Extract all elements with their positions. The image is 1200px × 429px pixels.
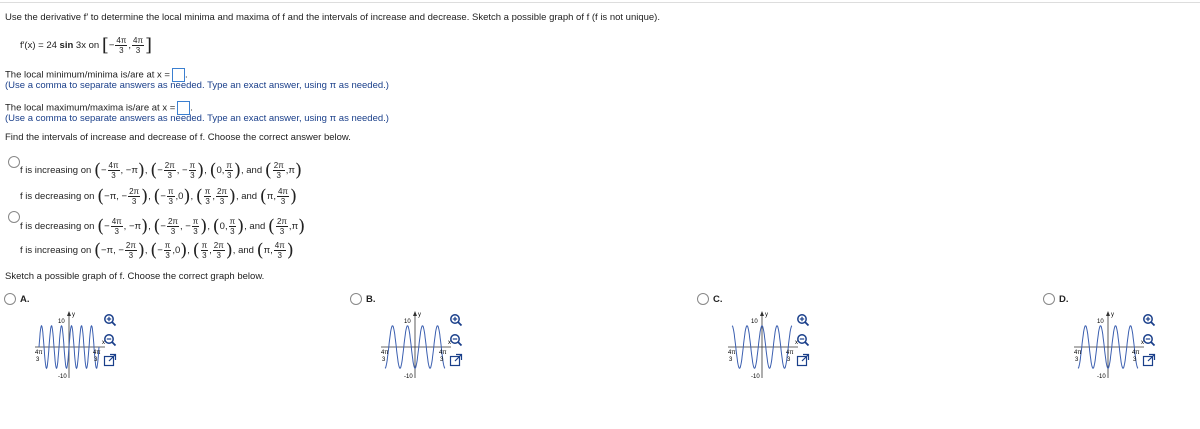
x-tick-right-den: 3 — [787, 357, 791, 363]
x-tick-left: 4π — [728, 350, 736, 356]
local-max-hint: (Use a comma to separate answers as needed. Type an exact answer, using π as needed.) — [5, 113, 389, 124]
graph-option-label: A. — [20, 294, 30, 305]
graph-option-label: B. — [366, 294, 376, 305]
y-tick-bottom: -10 — [404, 374, 413, 380]
x-axis-label: x — [102, 340, 105, 346]
interval-right: $\frac{4\pi}{3}$ — [133, 36, 143, 55]
interval-option-1-radio[interactable] — [8, 156, 20, 168]
open-graph-icon[interactable] — [103, 353, 117, 367]
open-graph-icon[interactable] — [449, 353, 463, 367]
top-divider — [0, 2, 1200, 3]
x-tick-left: 4π — [381, 350, 389, 356]
open-graph-icon[interactable] — [796, 353, 810, 367]
graph-option-d-radio[interactable] — [1043, 293, 1055, 305]
option1-line1: f is increasing on (− $\frac{4\pi}{3}$ , −π), (− $\frac{2\pi}{3}$ , − $\frac{\pi}{3}$ ), (0, $\frac{\pi}{3}$ ), and ( $\frac{2\pi}{3}$ ,π) — [20, 160, 302, 181]
graph-option-label: C. — [713, 294, 723, 305]
x-axis-label: x — [448, 340, 451, 346]
graph-prompt: Sketch a possible graph of f. Choose the correct graph below. — [5, 271, 265, 282]
local-min-prompt: The local minimum/minima is/are at x = — [5, 69, 170, 81]
x-axis-label: x — [1141, 340, 1144, 346]
x-tick-left: 4π — [35, 350, 43, 356]
x-tick-left-den: 3 — [729, 357, 733, 363]
x-tick-right-den: 3 — [94, 357, 98, 363]
local-min-row: The local minimum/minima is/are at x = . — [5, 69, 188, 81]
function-sin: sin — [59, 40, 74, 52]
zoom-out-icon[interactable] — [103, 333, 117, 347]
local-min-hint: (Use a comma to separate answers as needed. Type an exact answer, using π as needed.) — [5, 80, 389, 91]
local-max-row: The local maximum/maxima is/are at x = . — [5, 102, 193, 114]
y-tick-top: 10 — [1097, 319, 1104, 325]
x-axis-label: x — [795, 340, 798, 346]
graph-option-c-radio[interactable] — [697, 293, 709, 305]
zoom-in-icon[interactable] — [103, 313, 117, 327]
y-axis-label: y — [765, 312, 768, 318]
option2-line2: f is increasing on (−π, − $\frac{2\pi}{3}$ ), (− $\frac{\pi}{3}$ ,0), ( $\frac{\pi}{3}$ , $\frac{2\pi}{3}$ ), and (π, $\frac{4\pi}{3}$ ) — [20, 240, 294, 261]
y-axis-label: y — [72, 312, 75, 318]
y-axis-label: y — [418, 312, 421, 318]
y-tick-bottom: -10 — [1097, 374, 1106, 380]
option2-line1: f is decreasing on (− $\frac{4\pi}{3}$ , −π), (− $\frac{2\pi}{3}$ , − $\frac{\pi}{3}$ ), (0, $\frac{\pi}{3}$ ), and ( $\frac{2\pi}{3}$ ,π) — [20, 216, 306, 237]
x-tick-left-den: 3 — [1075, 357, 1079, 363]
function-definition: f′(x) = 24 sin 3x on [− $\frac{4\pi}{3}$ , $\frac{4\pi}{3}$ ] — [20, 35, 153, 56]
x-tick-right: 4π — [786, 350, 794, 356]
x-tick-right: 4π — [1132, 350, 1140, 356]
graph-option-b-radio[interactable] — [350, 293, 362, 305]
instruction-text: Use the derivative f′ to determine the local minima and maxima of f and the intervals of increase and decrease. Sketch a possible graph of f (f is not unique). — [5, 12, 660, 23]
x-tick-right-den: 3 — [1133, 357, 1137, 363]
interval-left: $\frac{4\pi}{3}$ — [116, 36, 127, 55]
x-tick-left-den: 3 — [382, 357, 386, 363]
zoom-out-icon[interactable] — [1142, 333, 1156, 347]
y-tick-top: 10 — [58, 319, 65, 325]
interval-option-2-radio[interactable] — [8, 211, 20, 223]
zoom-in-icon[interactable] — [449, 313, 463, 327]
graph-option-a-radio[interactable] — [4, 293, 16, 305]
x-tick-left-den: 3 — [36, 357, 40, 363]
y-tick-top: 10 — [751, 319, 758, 325]
y-axis-label: y — [1111, 312, 1114, 318]
x-tick-right-den: 3 — [440, 357, 444, 363]
y-tick-bottom: -10 — [58, 374, 67, 380]
bracket-close: ] — [144, 35, 153, 56]
y-tick-top: 10 — [404, 319, 411, 325]
function-suffix: 3x on — [75, 40, 100, 52]
option1-line2: f is decreasing on (−π, − $\frac{2\pi}{3}$ ), (− $\frac{\pi}{3}$ ,0), ( $\frac{\pi}{3}$ , $\frac{2\pi}{3}$ ), and (π, $\frac{4\pi}{3}$ ) — [20, 186, 297, 207]
zoom-out-icon[interactable] — [449, 333, 463, 347]
zoom-in-icon[interactable] — [796, 313, 810, 327]
bracket-open: [ — [101, 35, 109, 56]
y-tick-bottom: -10 — [751, 374, 760, 380]
open-graph-icon[interactable] — [1142, 353, 1156, 367]
graph-option-label: D. — [1059, 294, 1069, 305]
intervals-prompt: Find the intervals of increase and decrease of f. Choose the correct answer below. — [5, 132, 351, 143]
function-prefix: f′(x) = 24 — [20, 40, 57, 52]
x-tick-right: 4π — [439, 350, 447, 356]
zoom-out-icon[interactable] — [796, 333, 810, 347]
x-tick-left: 4π — [1074, 350, 1082, 356]
local-max-prompt: The local maximum/maxima is/are at x = — [5, 102, 176, 114]
x-tick-right: 4π — [93, 350, 101, 356]
zoom-in-icon[interactable] — [1142, 313, 1156, 327]
